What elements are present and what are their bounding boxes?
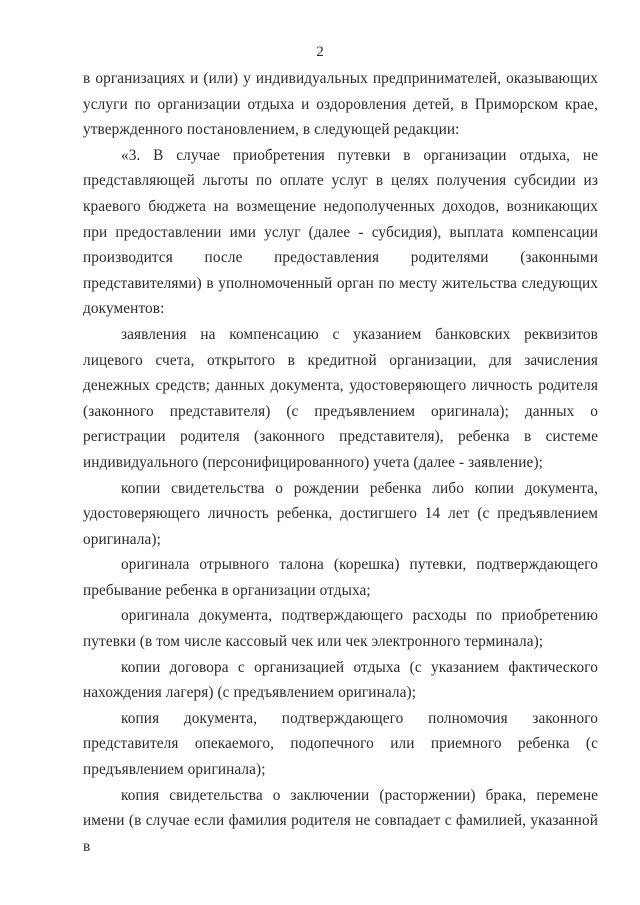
paragraph: заявления на компенсацию с указанием банковских реквизитов лицевого счета, открытого в кредитной организации, для зачисления денежных средств; данных документа, удостоверяющего личность родителя (законного представителя) (с предъявлением оригинала); данных о регистрации родителя (законного представителя), ребенка в системе индивидуального (персонифицированного) учета (далее - заявление); [83, 325, 598, 471]
paragraph: «3. В случае приобретения путевки в организации отдыха, не представляющей льготы по оплате услуг в целях получения субсидии из краевого бюджета на возмещение недополученных доходов, возникающих при предоставлении ими услуг (далее - субсидия), выплата компенсации производится после предоставления родителями (законными представителями) в уполномоченный орган по месту жительства следующих документов: [83, 146, 598, 318]
paragraph: копии свидетельства о рождении ребенка либо копии документа, удостоверяющего личность ребенка, достигшего 14 лет (с предъявлением оригинала); [83, 479, 598, 548]
paragraph: в организациях и (или) у индивидуальных предпринимателей, оказывающих услуги по организации отдыха и оздоровления детей, в Приморском крае, утвержденного постановлением, в следующей редакции: [83, 70, 598, 139]
paragraph: оригинала документа, подтверждающего расходы по приобретению путевки (в том числе кассовый чек или чек электронного терминала); [83, 607, 598, 651]
document-body [83, 66, 598, 859]
paragraph: копии договора с организацией отдыха (с указанием фактического нахождения лагеря) (с предъявлением оригинала); [83, 658, 598, 702]
paragraph: копия свидетельства о заключении (расторжении) брака, перемене имени (в случае если фамилия родителя не совпадает с фамилией, указанной в [83, 786, 598, 855]
paragraph: копия документа, подтверждающего полномочия законного представителя опекаемого, подопечного или приемного ребенка (с предъявлением оригинала); [83, 709, 598, 779]
paragraph: оригинала отрывного талона (корешка) путевки, подтверждающего пребывание ребенка в организации отдыха; [83, 556, 598, 599]
page-number: 2 [316, 44, 324, 60]
